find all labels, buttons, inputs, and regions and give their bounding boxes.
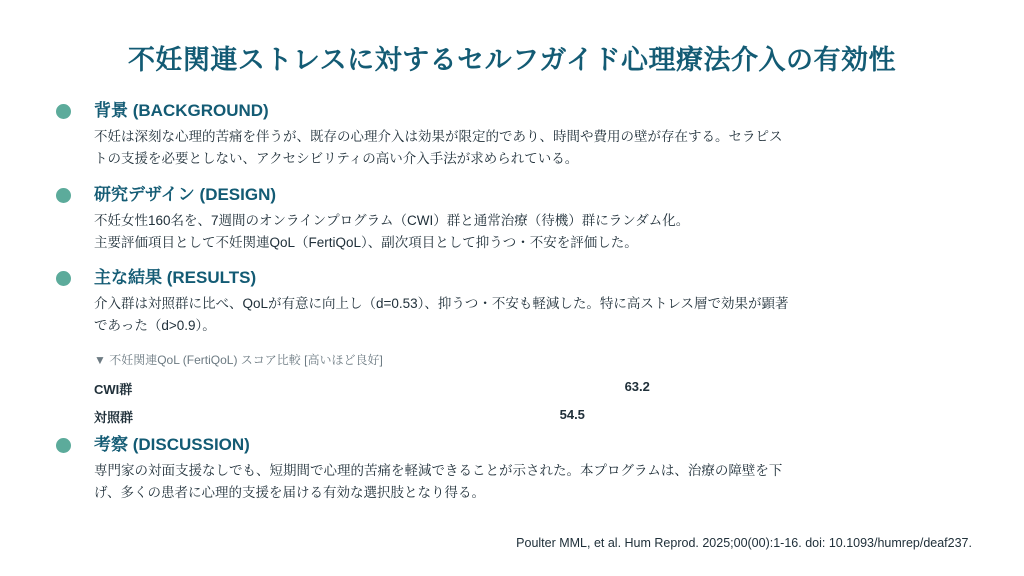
bullet-dot-icon <box>56 188 71 203</box>
body-line: トの支援を必要としない、アクセシビリティの高い介入手法が求められている。 <box>94 150 579 166</box>
body-line: 介入群は対照群に比べ、QoLが有意に向上し（d=0.53）、抑うつ・不安も軽減した。特に高ストレス層で効果が顕著 <box>94 296 789 312</box>
body-line: 主要評価項目として不妊関連QoL（FertiQoL）、副次項目として抑うつ・不安を評価した。 <box>94 234 638 250</box>
bar-label: 対照群 <box>94 409 134 425</box>
table-row <box>94 376 972 400</box>
bar-fill <box>180 406 587 426</box>
bullet-dot-icon <box>56 438 71 453</box>
bar-track <box>180 378 740 398</box>
section-heading: 考察 (DISCUSSION) <box>94 435 250 455</box>
section-body <box>94 293 972 337</box>
bullet-dot-icon <box>56 104 71 119</box>
section-heading: 主な結果 (RESULTS) <box>94 268 257 288</box>
body-line: であった（d>0.9）。 <box>94 318 216 334</box>
body-line: 不妊は深刻な心理的苦痛を伴うが、既存の心理介入は効果が限定的であり、時間や費用の壁が存在する。セラピス <box>94 128 783 144</box>
section-discussion <box>52 434 972 504</box>
bar-track <box>180 406 740 426</box>
body-line: げ、多くの患者に心理的支援を届ける有効な選択肢となり得る。 <box>94 485 485 501</box>
section-body <box>94 210 972 254</box>
table-row <box>94 404 972 428</box>
section-heading: 研究デザイン (DESIGN) <box>94 184 277 204</box>
section-results <box>52 267 972 337</box>
bar-value: 54.5 <box>559 407 585 423</box>
section-design <box>52 184 972 254</box>
bullet-dot-icon <box>56 271 71 286</box>
section-body <box>94 460 972 504</box>
body-line: 不妊女性160名を、7週間のオンラインプログラム（CWI）群と通常治療（待機）群にランダム化。 <box>94 212 690 228</box>
bar-value: 63.2 <box>624 379 650 395</box>
section-body <box>94 126 972 170</box>
bar-fill <box>180 378 652 398</box>
fertiqol-chart <box>94 351 972 428</box>
body-line: 専門家の対面支援なしでも、短期間で心理的苦痛を軽減できることが示された。本プログラムは、治療の障壁を下 <box>94 463 783 479</box>
section-background <box>52 100 972 170</box>
chart-caption: ▼ 不妊関連QoL (FertiQoL) スコア比較 [高いほど良好] <box>94 353 383 368</box>
page-title: 不妊関連ストレスに対するセルフガイド心理療法介入の有効性 <box>127 45 897 75</box>
section-heading: 背景 (BACKGROUND) <box>94 100 269 120</box>
citation-footer: Poulter MML, et al. Hum Reprod. 2025;00(00):1-16. doi: 10.1093/humrep/deaf237. <box>516 536 972 550</box>
bar-label: CWI群 <box>94 381 133 397</box>
